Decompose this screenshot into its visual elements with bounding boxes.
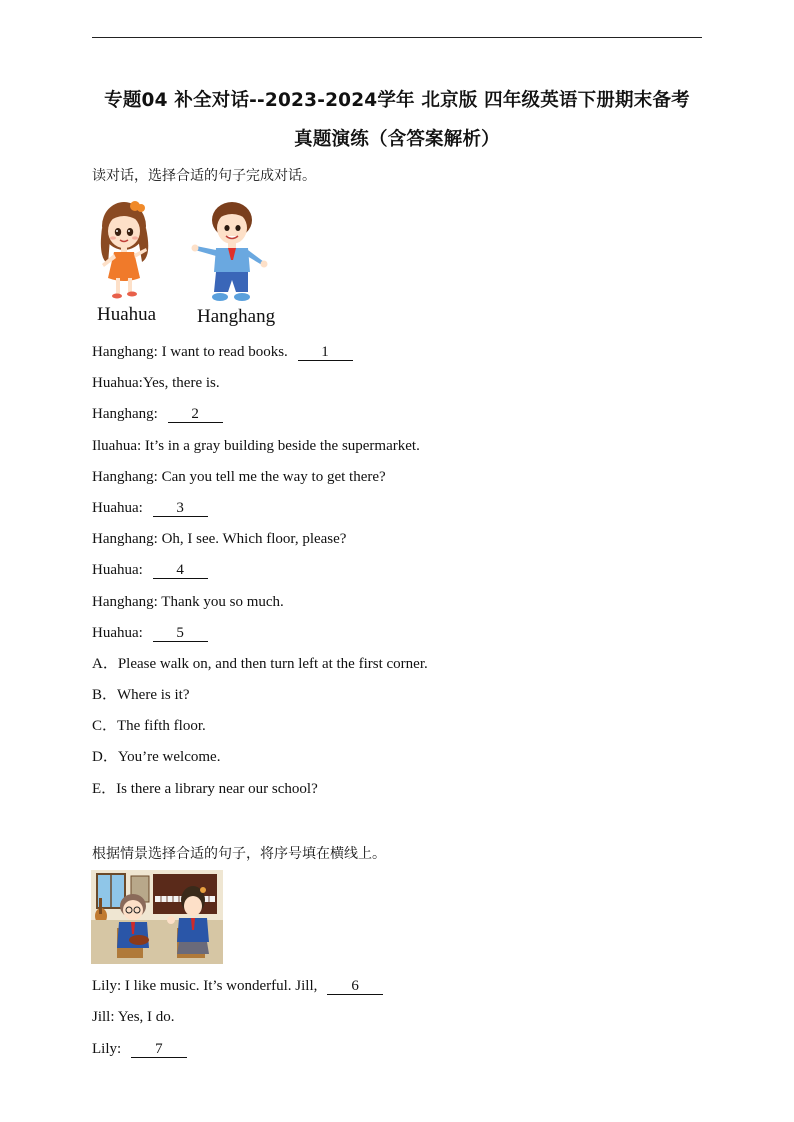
dialogue-line: Huahua: 5	[92, 624, 208, 642]
dialogue-line: Hanghang: Can you tell me the way to get there?	[92, 469, 386, 485]
answer-blank-3[interactable]: 3	[153, 500, 208, 517]
option-e: E．Is there a library near our school?	[92, 781, 318, 797]
answer-blank-1[interactable]: 1	[298, 344, 353, 361]
dialogue-line: Huahua:Yes, there is.	[92, 375, 220, 391]
answer-blank-4[interactable]: 4	[153, 562, 208, 579]
dialogue-line: Jill: Yes, I do.	[92, 1009, 175, 1025]
huahua-illustration	[88, 198, 160, 306]
option-a: A．Please walk on, and then turn left at the first corner.	[92, 656, 428, 672]
dialogue-line: Huahua: 4	[92, 561, 208, 579]
option-c: C．The fifth floor.	[92, 718, 206, 734]
section2-instruction: 根据情景选择合适的句子，将序号填在横线上。	[92, 846, 386, 862]
answer-blank-6[interactable]: 6	[327, 978, 383, 995]
dialogue-line: Lily: 7	[92, 1040, 187, 1058]
answer-blank-7[interactable]: 7	[131, 1041, 187, 1058]
option-d: D．You’re welcome.	[92, 749, 221, 765]
char-label-hanghang: Hanghang	[197, 306, 276, 327]
dialogue-line: Hanghang: I want to read books. 1	[92, 343, 353, 361]
dialogue-line: Hanghang: 2	[92, 405, 223, 423]
dialogue-line: Lily: I like music. It’s wonderful. Jill, 6	[92, 977, 383, 995]
answer-blank-2[interactable]: 2	[168, 406, 223, 423]
dialogue-line: Hanghang: Oh, I see. Which floor, please?	[92, 531, 347, 547]
music-room-illustration	[91, 870, 223, 964]
option-b: B．Where is it?	[92, 687, 190, 703]
dialogue-line: Iluahua: It’s in a gray building beside the supermarket.	[92, 438, 420, 454]
section1-instruction: 读对话，选择合适的句子完成对话。	[92, 168, 316, 184]
dialogue-line: Huahua: 3	[92, 499, 208, 517]
answer-blank-5[interactable]: 5	[153, 625, 208, 642]
header-rule	[92, 37, 702, 38]
char-label-huahua: Huahua	[97, 304, 157, 325]
page-title-line2: 真题演练（含答案解析）	[294, 129, 500, 150]
dialogue-line: Hanghang: Thank you so much.	[92, 594, 284, 610]
hanghang-illustration	[190, 198, 270, 308]
page-title-line1: 专题04 补全对话--2023-2024学年 北京版 四年级英语下册期末备考	[104, 90, 690, 111]
